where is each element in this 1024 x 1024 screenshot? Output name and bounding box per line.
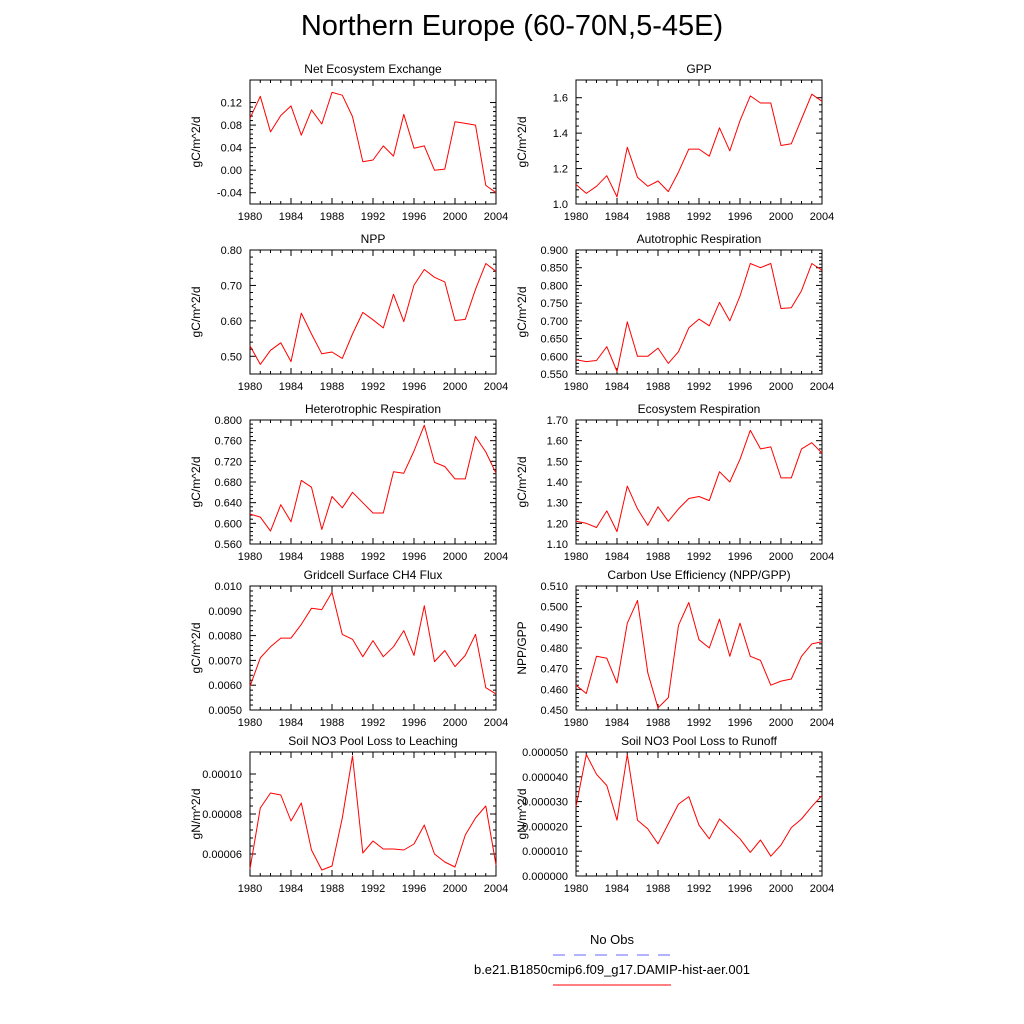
- y-axis-label: gC/m^2/d: [189, 286, 203, 338]
- y-tick-label: 0.00: [220, 165, 242, 178]
- plot-frame: [250, 752, 496, 876]
- y-tick-label: 0.600: [214, 518, 242, 531]
- y-tick-label: 0.490: [540, 622, 568, 635]
- y-tick-label: 0.850: [540, 262, 568, 275]
- y-axis-label: gC/m^2/d: [515, 116, 529, 168]
- x-tick-label: 2000: [768, 883, 794, 895]
- y-tick-label: 0.460: [540, 684, 568, 697]
- y-axis-label: gC/m^2/d: [189, 116, 203, 168]
- panel-title: NPP: [360, 232, 386, 246]
- x-tick-label: 1996: [401, 211, 427, 223]
- y-tick-label: 0.000040: [522, 771, 568, 784]
- y-tick-label: 0.640: [214, 497, 242, 510]
- y-axis-label: gC/m^2/d: [189, 622, 203, 674]
- y-tick-label: 0.0050: [208, 705, 242, 717]
- chart-panel: [515, 734, 834, 895]
- x-tick-label: 1980: [237, 883, 263, 895]
- x-tick-label: 1980: [237, 551, 263, 563]
- x-tick-label: 1996: [401, 551, 427, 563]
- x-tick-label: 1984: [278, 551, 304, 563]
- y-tick-label: 0.08: [220, 120, 242, 133]
- y-axis-label: gC/m^2/d: [515, 456, 529, 508]
- y-tick-label: 1.0: [552, 199, 568, 211]
- series-line: [576, 601, 822, 708]
- x-tick-label: 1988: [645, 551, 671, 563]
- y-tick-label: 1.50: [546, 456, 568, 469]
- x-tick-label: 1984: [604, 211, 630, 223]
- x-tick-label: 1996: [401, 381, 427, 393]
- x-tick-label: 1988: [319, 717, 345, 729]
- x-tick-label: 1988: [645, 381, 671, 393]
- x-tick-label: 1988: [319, 381, 345, 393]
- x-tick-label: 1980: [563, 717, 589, 729]
- plot-frame: [250, 250, 496, 374]
- y-tick-label: 0.0080: [208, 630, 242, 643]
- x-tick-label: 1984: [278, 717, 304, 729]
- x-tick-label: 1980: [563, 883, 589, 895]
- series-line: [250, 264, 496, 365]
- y-tick-label: 0.010: [214, 581, 242, 593]
- plot-frame: [576, 420, 822, 544]
- chart-panel: [189, 568, 508, 729]
- y-tick-label: 0.720: [214, 456, 242, 469]
- panel-title: Autotrophic Respiration: [636, 232, 762, 246]
- y-tick-label: 0.760: [214, 435, 242, 448]
- page-title: Northern Europe (60-70N,5-45E): [300, 10, 724, 42]
- x-tick-label: 2004: [483, 551, 509, 563]
- x-tick-label: 1996: [727, 883, 753, 895]
- y-tick-label: 0.00010: [202, 769, 242, 781]
- y-tick-label: 0.510: [540, 581, 568, 593]
- legend-obs-label: No Obs: [589, 932, 635, 947]
- y-tick-label: 0.000010: [522, 846, 568, 859]
- plot-frame: [250, 80, 496, 204]
- y-tick-label: -0.04: [216, 187, 242, 200]
- x-tick-label: 2004: [809, 883, 835, 895]
- x-tick-label: 1980: [563, 551, 589, 563]
- x-tick-label: 1980: [237, 381, 263, 393]
- x-tick-label: 2000: [442, 883, 468, 895]
- y-tick-label: 0.450: [540, 705, 568, 717]
- x-tick-label: 1996: [727, 381, 753, 393]
- x-tick-label: 1984: [604, 883, 630, 895]
- x-tick-label: 1992: [686, 381, 712, 393]
- x-tick-label: 1988: [319, 551, 345, 563]
- y-axis-label: NPP/GPP: [515, 621, 529, 675]
- y-tick-label: 1.2: [552, 163, 568, 176]
- x-tick-label: 2004: [483, 381, 509, 393]
- x-tick-label: 2000: [442, 211, 468, 223]
- x-tick-label: 2004: [809, 551, 835, 563]
- x-tick-label: 1992: [360, 883, 386, 895]
- x-tick-label: 2004: [483, 211, 509, 223]
- panel-title: Soil NO3 Pool Loss to Runoff: [621, 734, 777, 748]
- series-line: [250, 92, 496, 192]
- y-tick-label: 0.800: [540, 280, 568, 293]
- y-tick-label: 1.6: [552, 92, 568, 105]
- y-tick-label: 0.560: [214, 539, 242, 551]
- x-tick-label: 2000: [768, 211, 794, 223]
- y-tick-label: 1.10: [546, 539, 568, 551]
- chart-panel: [515, 568, 834, 729]
- plot-frame: [576, 752, 822, 876]
- x-tick-label: 2000: [442, 717, 468, 729]
- y-axis-label: gN/m^2/d: [189, 788, 203, 840]
- plot-frame: [250, 586, 496, 710]
- x-tick-label: 1996: [727, 211, 753, 223]
- chart-panel: [515, 232, 834, 393]
- y-tick-label: 0.80: [220, 245, 242, 257]
- y-tick-label: 0.500: [540, 601, 568, 614]
- y-tick-label: 1.70: [546, 415, 568, 427]
- chart-panel: [515, 62, 834, 223]
- y-tick-label: 0.000020: [522, 821, 568, 834]
- x-tick-label: 2000: [768, 381, 794, 393]
- panel-title: GPP: [686, 62, 712, 76]
- x-tick-label: 1996: [727, 551, 753, 563]
- y-axis-label: gN/m^2/d: [515, 788, 529, 840]
- series-line: [250, 592, 496, 694]
- y-tick-label: 1.40: [546, 477, 568, 489]
- x-tick-label: 1980: [237, 211, 263, 223]
- x-tick-label: 1992: [686, 211, 712, 223]
- chart-panel: [189, 734, 508, 895]
- x-tick-label: 1984: [278, 381, 304, 393]
- plot-frame: [250, 420, 496, 544]
- x-tick-label: 1992: [686, 717, 712, 729]
- y-tick-label: 0.650: [540, 333, 568, 346]
- y-tick-label: 0.000030: [522, 796, 568, 809]
- chart-panel: [515, 402, 834, 563]
- x-tick-label: 2000: [442, 551, 468, 563]
- y-tick-label: 0.900: [540, 245, 568, 257]
- y-tick-label: 0.0070: [208, 655, 242, 668]
- y-tick-label: 0.600: [540, 351, 568, 364]
- y-tick-label: 0.00008: [202, 809, 242, 821]
- y-tick-label: 1.30: [546, 497, 568, 510]
- x-tick-label: 1996: [727, 717, 753, 729]
- panel-title: Carbon Use Efficiency (NPP/GPP): [607, 568, 791, 582]
- series-line: [576, 755, 822, 857]
- x-tick-label: 1984: [278, 883, 304, 895]
- y-tick-label: 0.0060: [208, 680, 242, 693]
- x-tick-label: 1992: [360, 551, 386, 563]
- y-axis-label: gC/m^2/d: [515, 286, 529, 338]
- x-tick-label: 1984: [604, 717, 630, 729]
- y-tick-label: 1.60: [546, 435, 568, 448]
- x-tick-label: 2000: [442, 381, 468, 393]
- x-tick-label: 1996: [401, 883, 427, 895]
- y-tick-label: 0.60: [220, 315, 242, 328]
- y-axis-label: gC/m^2/d: [189, 456, 203, 508]
- series-line: [576, 430, 822, 531]
- x-tick-label: 1992: [686, 551, 712, 563]
- y-tick-label: 0.0090: [208, 605, 242, 618]
- x-tick-label: 1992: [360, 211, 386, 223]
- y-tick-label: 1.20: [546, 518, 568, 531]
- y-tick-label: 0.750: [540, 298, 568, 311]
- x-tick-label: 2004: [483, 883, 509, 895]
- x-tick-label: 2000: [768, 551, 794, 563]
- panel-title: Heterotrophic Respiration: [304, 402, 442, 416]
- x-tick-label: 1984: [278, 211, 304, 223]
- y-tick-label: 0.000050: [522, 747, 568, 759]
- series-line: [576, 94, 822, 197]
- y-tick-label: 0.550: [540, 369, 568, 381]
- x-tick-label: 1992: [686, 883, 712, 895]
- y-tick-label: 0.04: [220, 142, 242, 155]
- chart-panel: [189, 402, 508, 563]
- x-tick-label: 1988: [319, 211, 345, 223]
- plot-frame: [576, 250, 822, 374]
- x-tick-label: 1988: [645, 211, 671, 223]
- y-tick-label: 0.50: [220, 351, 242, 364]
- y-tick-label: 0.800: [214, 415, 242, 427]
- x-tick-label: 1988: [319, 883, 345, 895]
- x-tick-label: 2004: [809, 717, 835, 729]
- y-tick-label: 1.4: [552, 128, 568, 141]
- series-line: [250, 756, 496, 870]
- x-tick-label: 1980: [563, 381, 589, 393]
- x-tick-label: 1992: [360, 717, 386, 729]
- x-tick-label: 1984: [604, 551, 630, 563]
- series-line: [250, 425, 496, 531]
- x-tick-label: 1988: [645, 883, 671, 895]
- series-line: [576, 264, 822, 372]
- plot-frame: [576, 586, 822, 710]
- x-tick-label: 2004: [809, 211, 835, 223]
- plot-frame: [576, 80, 822, 204]
- legend-model-label: b.e21.B1850cmip6.f09_g17.DAMIP-hist-aer.001: [473, 962, 751, 977]
- chart-panel: [189, 62, 508, 223]
- y-tick-label: 0.480: [540, 643, 568, 655]
- y-tick-label: 0.70: [220, 280, 242, 293]
- panel-title: Ecosystem Respiration: [637, 402, 761, 416]
- x-tick-label: 1984: [604, 381, 630, 393]
- x-tick-label: 1980: [237, 717, 263, 729]
- panel-title: Net Ecosystem Exchange: [304, 62, 442, 76]
- x-tick-label: 1988: [645, 717, 671, 729]
- x-tick-label: 1992: [360, 381, 386, 393]
- y-tick-label: 0.470: [540, 663, 568, 676]
- x-tick-label: 2004: [809, 381, 835, 393]
- x-tick-label: 1980: [563, 211, 589, 223]
- y-tick-label: 0.00006: [202, 849, 242, 861]
- panel-title: Soil NO3 Pool Loss to Leaching: [288, 734, 458, 748]
- chart-panel: [189, 232, 508, 393]
- y-tick-label: 0.700: [540, 315, 568, 328]
- y-tick-label: 0.12: [220, 97, 242, 110]
- x-tick-label: 2004: [483, 717, 509, 729]
- panel-title: Gridcell Surface CH4 Flux: [303, 568, 443, 582]
- x-tick-label: 1996: [401, 717, 427, 729]
- y-tick-label: 0.680: [214, 477, 242, 489]
- x-tick-label: 2000: [768, 717, 794, 729]
- y-tick-label: 0.000000: [522, 871, 568, 883]
